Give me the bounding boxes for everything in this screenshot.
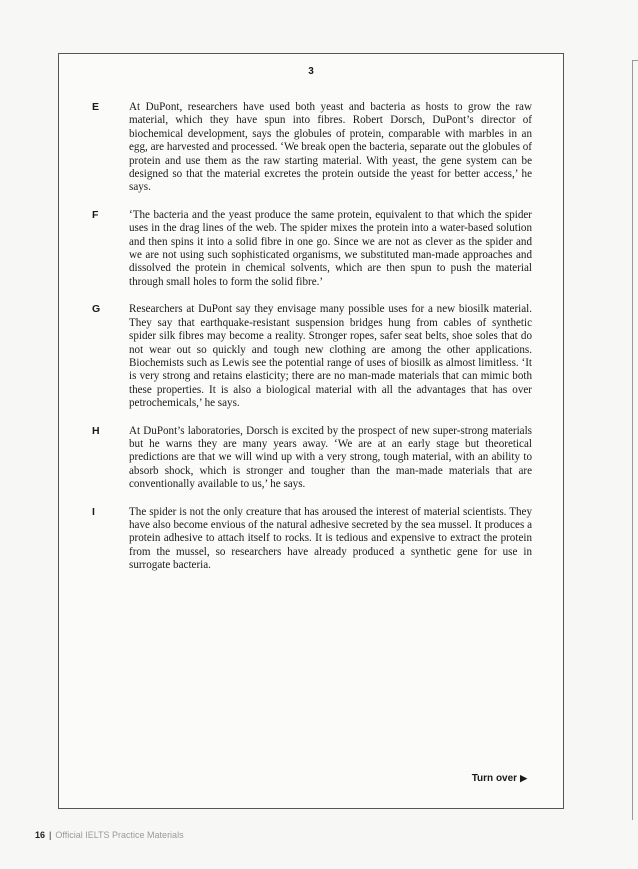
paragraph-text: At DuPont’s laboratories, Dorsch is excited by the prospect of new super-strong materials but he warns they are many years away. ‘We are at an early stage but theoretical predictions are that we will wind up with a very strong, tough material, with an ability to absorb shock, which is stronger and tougher than the man-made materials that are conventionally available to us,’ he says.	[129, 424, 532, 491]
turn-over-label	[472, 773, 527, 784]
paragraph-letter: E	[92, 101, 100, 113]
page-number: 3	[308, 66, 314, 77]
paragraph-e	[92, 101, 532, 195]
paragraph-text: The spider is not the only creature that has aroused the interest of material scientists. They have also become envious of the natural adhesive secreted by the sea mussel. It produces a protein adhesive to attach itself to rocks. It is tedious and expensive to extract the protein from the mussel, so researchers have already produced a synthetic gene for use in surrogate bacteria.	[129, 505, 532, 572]
paragraph-text: At DuPont, researchers have used both yeast and bacteria as hosts to grow the raw material, which they have spun into fibres. Robert Dorsch, DuPont’s director of biochemical development, says the globules of protein, comparable with marbles in an egg, are harvested and processed. ‘We break open the bacteria, separate out the globules of protein and use them as the raw starting material. With yeast, the gene system can be designed so that the material excretes the protein outside the yeast for better access,’ he says.	[129, 101, 532, 194]
turn-over-text: Turn over	[471, 773, 518, 784]
paragraph-letter: H	[92, 424, 100, 437]
paragraph-f	[92, 209, 532, 289]
paragraph-letter: G	[92, 303, 101, 316]
paragraph-letter: F	[92, 208, 99, 221]
right-triangle-icon: ▶	[520, 773, 527, 783]
paragraph-text: ‘The bacteria and the yeast produce the same protein, equivalent to that which the spider uses in the drag lines of the web. The spider mixes the protein into a water-based solution and then spins it into a solid fibre in one go. Since we are not as clever as the spider and we are not using such sophisticated organisms, we substituted man-made approaches and dissolved the protein in chemical solvents, which are then spun to push the material through small holes to form the solid fibre.’	[129, 208, 532, 288]
page-footer	[35, 830, 184, 840]
footer-separator: |	[49, 830, 52, 840]
paragraph-h	[92, 425, 532, 492]
paragraph-i	[92, 506, 532, 573]
footer-publication: Official IELTS Practice Materials	[55, 830, 184, 840]
exam-page-frame	[58, 53, 564, 809]
paragraph-text: Researchers at DuPont say they envisage many possible uses for a new biosilk material. They say that earthquake-resistant suspension bridges hung from cables of synthetic spider silk fibres may become a reality. Stronger ropes, safer seat belts, shoe soles that do not wear out so quickly and tough new clothing are among the other applications. Biochemists such as Lewis see the potential range of uses of biosilk as almost limitless. ‘It is very strong and retains elasticity; there are no man-made materials that can mimic both these properties. It is also a biological material with all the advantages that has over petrochemicals,’ he says.	[129, 303, 532, 410]
paragraph-g	[92, 303, 532, 410]
paragraph-letter: I	[92, 505, 95, 518]
adjacent-page-edge	[632, 60, 638, 820]
footer-page-number: 16	[35, 830, 46, 840]
passage-paragraphs	[92, 101, 532, 587]
